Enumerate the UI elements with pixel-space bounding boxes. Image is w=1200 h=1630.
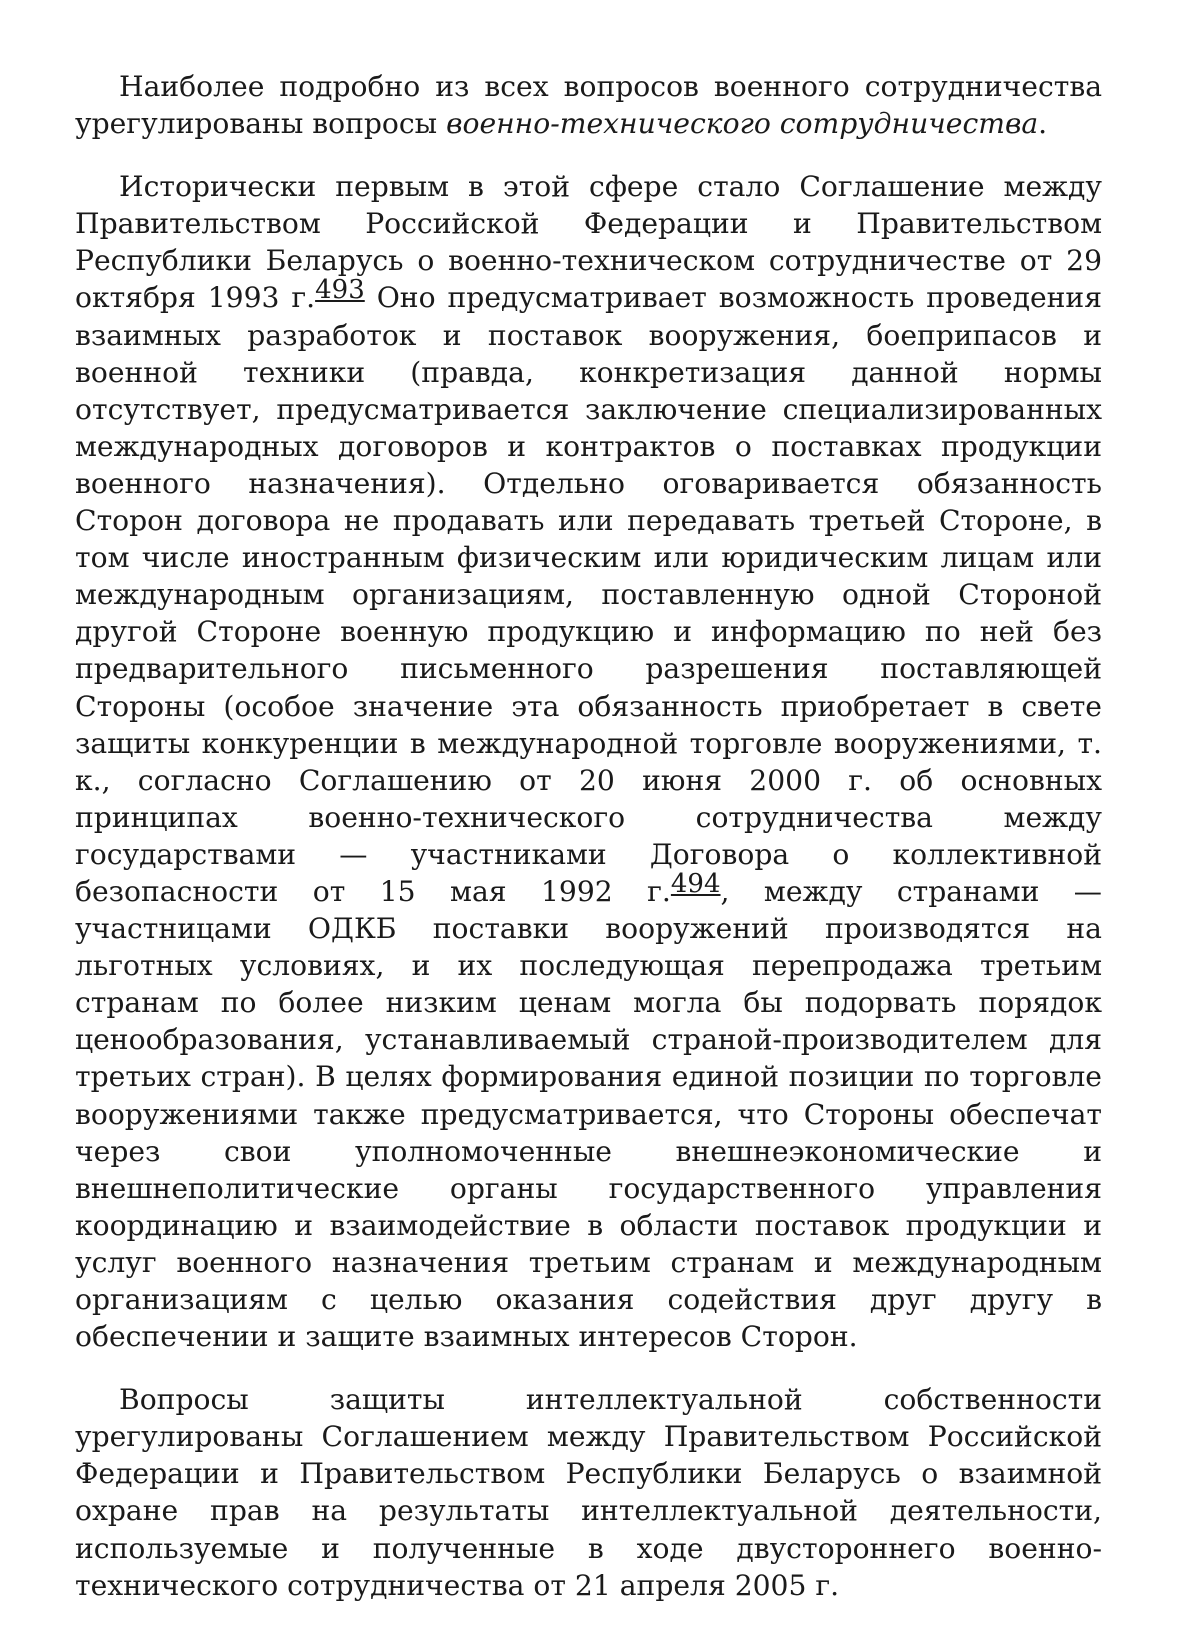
paragraph-1-text: Наиболее подробно из всех вопросов военного сотрудничества урегулированы вопросы	[75, 70, 1102, 141]
footnote-ref-493[interactable]: 493	[315, 275, 365, 306]
paragraph-2	[75, 168, 1102, 1355]
paragraph-1-end: .	[1038, 107, 1048, 141]
paragraph-1	[75, 68, 1102, 142]
document-page	[75, 68, 1102, 1630]
footnote-ref-494[interactable]: 494	[670, 868, 721, 899]
paragraph-2-text-c: , между странами — участницами ОДКБ поставки вооружений производятся на льготных условиях, и их последующая перепродажа третьим странам по более низким ценам могла бы подорвать порядок ценообразования, устанавливаемый страной-производителем для третьих стран). В целях формирования единой позиции по торговле вооружениями также предусматривается, что Стороны обеспечат через свои уполномоченные внешнеэкономические и внешнеполитические органы государственного управления координацию и взаимодействие в области поставок продукции и услуг военного назначения третьим странам и международным организациям с целью оказания содействия друг другу в обеспечении и защите взаимных интересов Сторон.	[75, 874, 1102, 1354]
emphasis-military-technical: военно-технического сотрудничества	[446, 107, 1039, 141]
paragraph-2-text-a: Исторически первым в этой сфере стало Соглашение между Правительством Российской Федерации и Правительством Республики Беларусь о военно-техническом сотрудничестве от 29 октября 1993 г.	[75, 170, 1102, 315]
paragraph-3	[75, 1381, 1102, 1604]
paragraph-3-text: Вопросы защиты интеллектуальной собственности урегулированы Соглашением между Правительством Российской Федерации и Правительством Республики Беларусь о взаимной охране прав на результаты интеллектуальной деятельности, используемые и полученные в ходе двустороннего военно-технического сотрудничества от 21 апреля 2005 г.	[75, 1383, 1102, 1602]
paragraph-2-text-b: Оно предусматривает возможность проведения взаимных разработок и поставок вооружения, боеприпасов и военной техники (правда, конкретизация данной нормы отсутствует, предусматривается заключение специализированных международных договоров и контрактов о поставках продукции военного назначения). Отдельно оговаривается обязанность Сторон договора не продавать или передавать третьей Стороне, в том числе иностранным физическим или юридическим лицам или международным организациям, поставленную одной Стороной другой Стороне военную продукцию и информацию по ней без предварительного письменного разрешения поставляющей Стороны (особое значение эта обязанность приобретает в свете защиты конкуренции в международной торговле вооружениями, т. к., согласно Соглашению от 20 июня 2000 г. об основных принципах военно-технического сотрудничества между государствами — участниками Договора о коллективной безопасности от 15 мая 1992 г.	[75, 281, 1102, 908]
